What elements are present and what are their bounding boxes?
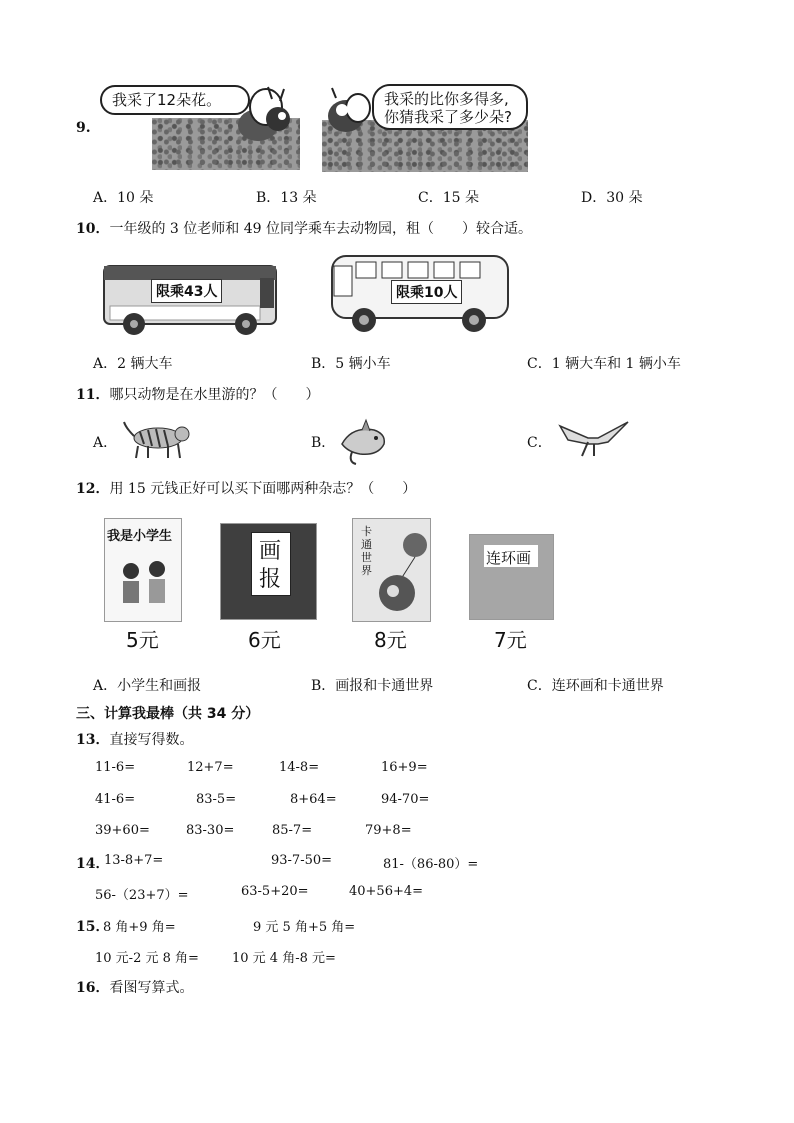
bee-left-icon [228,85,298,155]
q11-option-c[interactable]: C． [527,435,552,451]
q13-r3-c2: 83-30= [186,823,235,838]
q14-number: 14． [76,856,110,872]
katong-title: 卡通世界 [361,525,372,577]
price-lianhuanhua: 7元 [494,628,527,652]
q14-r2-c1: 56-（23+7）= [95,888,189,903]
q15-r2-c1: 10 元-2 元 8 角= [95,951,199,966]
q13-r1-c3: 14-8= [279,760,320,775]
tiger-icon [122,418,194,460]
q14-r2-c3: 40+56+4= [349,884,424,899]
q10-option-b[interactable]: B．5 辆小车 [311,356,391,372]
q12-question: 12．用 15 元钱正好可以买下面哪两种杂志？（ ） [76,481,417,497]
q14-r2-c2: 63-5+20= [241,884,309,899]
q13-r2-c3: 8+64= [290,792,337,807]
section-3-title: 三、计算我最棒（共 34 分） [76,706,260,722]
small-bus-label: 限乘10人 [391,280,462,304]
q14-r1-c2: 93-7-50= [271,853,333,868]
q9-option-c[interactable]: C．15 朵 [418,190,479,206]
bee-right-icon [322,86,378,142]
q11-option-a[interactable]: A． [93,435,118,451]
q13-r3-c3: 85-7= [272,823,313,838]
balloon-cartoon-icon [371,529,429,617]
magazine-katong-shijie [352,518,431,622]
q11-option-b[interactable]: B． [311,435,336,451]
q15-r1-c2: 9 元 5 角+5 角= [253,920,356,935]
price-katong-shijie: 8元 [374,628,407,652]
q9-option-d[interactable]: D．30 朵 [581,190,643,206]
q15-number: 15． [76,919,110,935]
q13-r1-c1: 11-6= [95,760,136,775]
q13-r2-c1: 41-6= [95,792,136,807]
big-bus-label: 限乘43人 [151,279,222,303]
q9-option-b[interactable]: B．13 朵 [256,190,317,206]
q13-r1-c4: 16+9= [381,760,428,775]
q16-question: 16．看图写算式。 [76,980,194,996]
q9-number: 9. [76,120,91,136]
price-xiaoxuesheng: 5元 [126,628,159,652]
q15-r1-c1: 8 角+9 角= [103,920,176,935]
speech-bubble-left: 我采了12朵花。 [100,85,250,115]
q13-r2-c2: 83-5= [196,792,237,807]
q12-option-c[interactable]: C．连环画和卡通世界 [527,678,664,694]
q14-r1-c3: 81-（86-80）= [383,857,479,872]
q9-option-a[interactable]: A．10 朵 [93,190,154,206]
q14-r1-c1: 13-8+7= [104,853,164,868]
q12-option-b[interactable]: B．画报和卡通世界 [311,678,434,694]
children-icon [113,553,175,617]
q10-option-c[interactable]: C．1 辆大车和 1 辆小车 [527,356,681,372]
q11-question: 11．哪只动物是在水里游的？（ ） [76,387,320,403]
q13-r1-c2: 12+7= [187,760,234,775]
magazine-lianhuanhua: 连环画 [469,534,554,620]
q13-r3-c1: 39+60= [95,823,150,838]
price-huabao: 6元 [248,628,281,652]
q13-r3-c4: 79+8= [365,823,412,838]
speech-bubble-right: 我采的比你多得多, 你猜我采了多少朵? [372,84,528,130]
q13-question: 13．直接写得数。 [76,732,194,748]
magazine-xiaoxuesheng: 我是小学生 [104,518,182,622]
q13-r2-c4: 94-70= [381,792,430,807]
q10-question: 10．一年级的 3 位老师和 49 位同学乘车去动物园，租（ ）较合适。 [76,221,533,237]
q10-option-a[interactable]: A．2 辆大车 [93,356,173,372]
q12-option-a[interactable]: A．小学生和画报 [93,678,202,694]
q15-r2-c2: 10 元 4 角-8 元= [232,951,336,966]
pterosaur-icon [558,418,630,458]
dolphin-icon [338,418,388,466]
magazine-huabao: 画 报 [220,523,317,620]
